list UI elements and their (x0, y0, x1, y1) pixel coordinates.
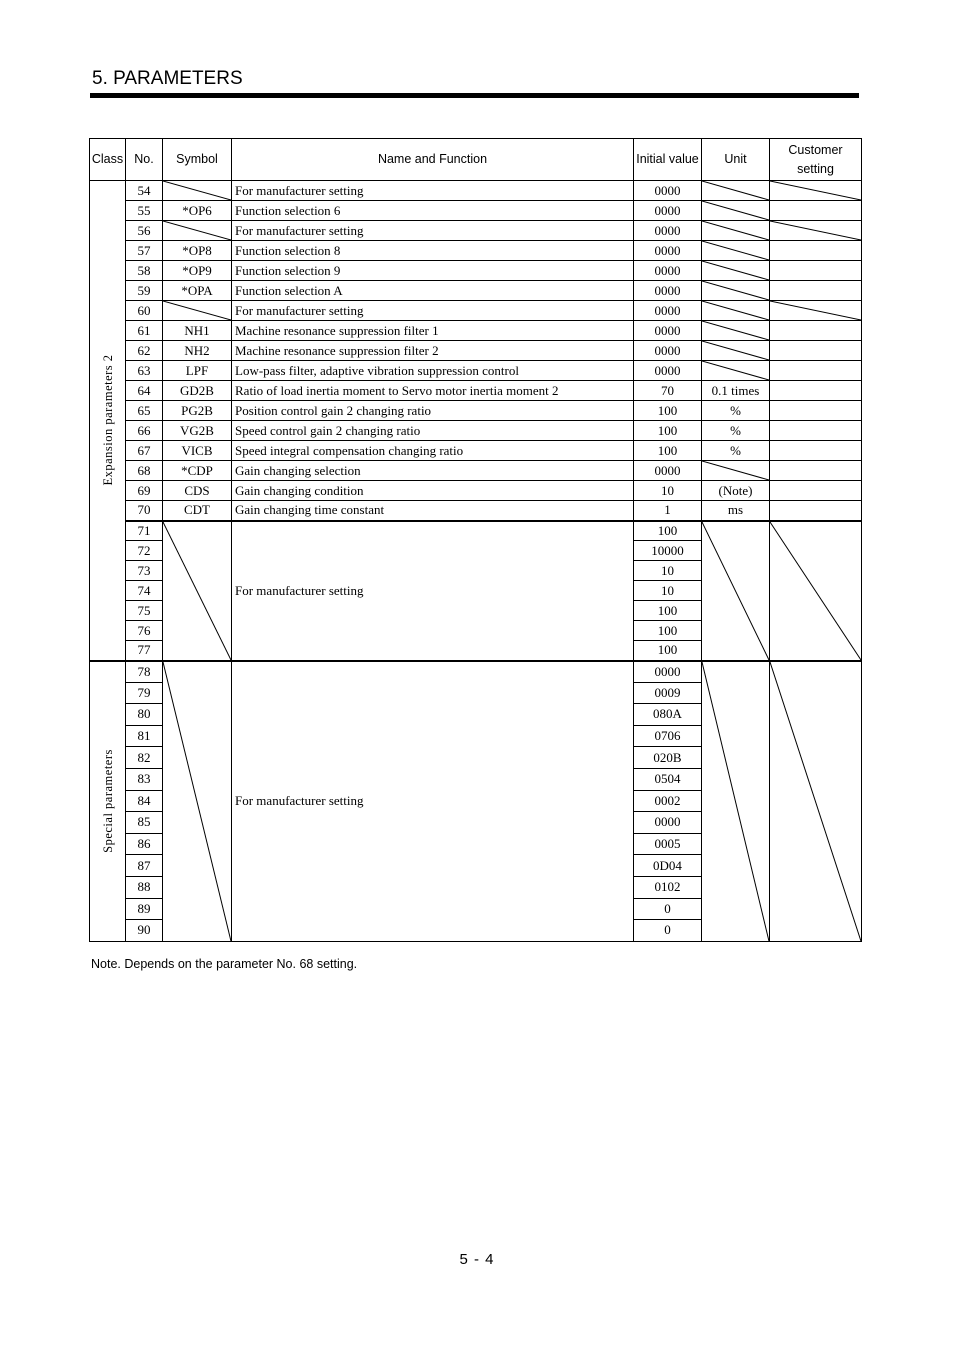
param-no: 74 (126, 581, 163, 601)
slash-line (702, 301, 769, 320)
param-name: For manufacturer setting (232, 221, 634, 241)
slash-line (702, 181, 769, 200)
customer-setting (770, 421, 862, 441)
param-name: Function selection 6 (232, 201, 634, 221)
initial-value: 10000 (634, 541, 702, 561)
param-name: Speed control gain 2 changing ratio (232, 421, 634, 441)
unit-slash (702, 221, 770, 241)
slash-line (702, 281, 769, 300)
param-no: 68 (126, 461, 163, 481)
initial-value: 0002 (634, 790, 702, 812)
header-no: No. (126, 139, 163, 181)
table-row (90, 401, 862, 421)
slash-line (702, 241, 769, 260)
table-header-row (90, 139, 862, 181)
param-no: 61 (126, 321, 163, 341)
param-name: For manufacturer setting (232, 301, 634, 321)
slash-line (770, 221, 861, 240)
param-no: 84 (126, 790, 163, 812)
param-symbol: CDT (163, 501, 232, 521)
param-no: 72 (126, 541, 163, 561)
table-row (90, 421, 862, 441)
table-row (90, 341, 862, 361)
initial-value: 0102 (634, 876, 702, 898)
unit-slash (702, 261, 770, 281)
customer-setting (770, 481, 862, 501)
initial-value: 10 (634, 481, 702, 501)
initial-value: 0000 (634, 361, 702, 381)
param-symbol: PG2B (163, 401, 232, 421)
param-unit: % (702, 441, 770, 461)
customer-slash (770, 181, 862, 201)
param-no: 73 (126, 561, 163, 581)
header-class: Class (90, 139, 126, 181)
param-no: 62 (126, 341, 163, 361)
param-no: 65 (126, 401, 163, 421)
param-symbol: LPF (163, 361, 232, 381)
initial-value: 0009 (634, 682, 702, 704)
initial-value: 100 (634, 641, 702, 661)
param-name: For manufacturer setting (232, 181, 634, 201)
slash-line (702, 321, 769, 340)
param-no: 64 (126, 381, 163, 401)
slash-line (702, 341, 769, 360)
unit-slash-group-a (702, 521, 770, 661)
param-name: Gain changing selection (232, 461, 634, 481)
initial-value: 0000 (634, 261, 702, 281)
customer-slash (770, 301, 862, 321)
param-symbol: *OP6 (163, 201, 232, 221)
customer-setting (770, 461, 862, 481)
param-name: Machine resonance suppression filter 1 (232, 321, 634, 341)
slash-line (702, 522, 769, 660)
customer-setting (770, 261, 862, 281)
param-symbol: *OPA (163, 281, 232, 301)
initial-value: 100 (634, 521, 702, 541)
customer-slash-group-a (770, 521, 862, 661)
param-name: Function selection 8 (232, 241, 634, 261)
param-no: 67 (126, 441, 163, 461)
symbol-slash-group-b (163, 661, 232, 942)
unit-slash (702, 321, 770, 341)
class-cell-special (90, 661, 126, 942)
slash-line (770, 522, 861, 660)
customer-setting (770, 201, 862, 221)
slash-line (163, 221, 231, 240)
param-symbol: NH1 (163, 321, 232, 341)
param-no: 66 (126, 421, 163, 441)
param-unit: % (702, 421, 770, 441)
param-symbol: *CDP (163, 461, 232, 481)
table-note: Note. Depends on the parameter No. 68 setting. (91, 957, 358, 971)
initial-value: 0000 (634, 181, 702, 201)
initial-value: 0005 (634, 833, 702, 855)
param-unit: ms (702, 501, 770, 521)
header-name: Name and Function (232, 139, 634, 181)
slash-line (163, 301, 231, 320)
param-name: Gain changing condition (232, 481, 634, 501)
slash-line (163, 522, 231, 660)
initial-value: 0D04 (634, 855, 702, 877)
param-unit: 0.1 times (702, 381, 770, 401)
param-name: Function selection A (232, 281, 634, 301)
param-symbol: CDS (163, 481, 232, 501)
unit-slash (702, 361, 770, 381)
table-row (90, 361, 862, 381)
table-row (90, 281, 862, 301)
initial-value: 10 (634, 581, 702, 601)
param-no: 88 (126, 876, 163, 898)
table-row (90, 241, 862, 261)
param-no: 82 (126, 747, 163, 769)
param-name-group-a: For manufacturer setting (232, 521, 634, 661)
table-row (90, 381, 862, 401)
param-no: 59 (126, 281, 163, 301)
param-unit: (Note) (702, 481, 770, 501)
header-customer-setting: Customer setting (770, 139, 862, 181)
param-no: 80 (126, 704, 163, 726)
initial-value: 0000 (634, 461, 702, 481)
unit-slash (702, 241, 770, 261)
initial-value: 0000 (634, 201, 702, 221)
param-name: Low-pass filter, adaptive vibration suppression control (232, 361, 634, 381)
slash-line (702, 461, 769, 480)
initial-value: 0000 (634, 241, 702, 261)
param-symbol: *OP9 (163, 261, 232, 281)
table-row (90, 321, 862, 341)
param-symbol: GD2B (163, 381, 232, 401)
slash-line (702, 361, 769, 380)
param-symbol: NH2 (163, 341, 232, 361)
param-no: 85 (126, 812, 163, 834)
initial-value: 080A (634, 704, 702, 726)
param-no: 63 (126, 361, 163, 381)
slash-line (163, 181, 231, 200)
table-row (90, 521, 862, 541)
param-name: Speed integral compensation changing ratio (232, 441, 634, 461)
initial-value: 020B (634, 747, 702, 769)
param-no: 55 (126, 201, 163, 221)
initial-value: 0000 (634, 301, 702, 321)
param-no: 70 (126, 501, 163, 521)
unit-slash (702, 341, 770, 361)
param-no: 57 (126, 241, 163, 261)
table-row (90, 461, 862, 481)
param-no: 60 (126, 301, 163, 321)
header-initial-value: Initial value (634, 139, 702, 181)
customer-setting (770, 441, 862, 461)
param-no: 86 (126, 833, 163, 855)
initial-value: 70 (634, 381, 702, 401)
param-no: 75 (126, 601, 163, 621)
unit-slash-group-b (702, 661, 770, 942)
symbol-slash (163, 181, 232, 201)
customer-setting (770, 341, 862, 361)
initial-value: 0 (634, 898, 702, 920)
section-title: 5. PARAMETERS (92, 68, 243, 89)
table-row (90, 261, 862, 281)
section-rule (90, 93, 859, 98)
initial-value: 100 (634, 421, 702, 441)
param-no: 56 (126, 221, 163, 241)
table-row (90, 661, 862, 683)
param-name: Machine resonance suppression filter 2 (232, 341, 634, 361)
initial-value: 100 (634, 621, 702, 641)
table-body (90, 181, 862, 942)
unit-slash (702, 181, 770, 201)
table-row (90, 501, 862, 521)
param-no: 77 (126, 641, 163, 661)
slash-line (163, 662, 231, 941)
param-no: 79 (126, 682, 163, 704)
param-symbol: VICB (163, 441, 232, 461)
param-name: Position control gain 2 changing ratio (232, 401, 634, 421)
param-name: Ratio of load inertia moment to Servo motor inertia moment 2 (232, 381, 634, 401)
initial-value: 1 (634, 501, 702, 521)
initial-value: 0 (634, 920, 702, 942)
initial-value: 0706 (634, 725, 702, 747)
unit-slash (702, 281, 770, 301)
param-no: 71 (126, 521, 163, 541)
customer-setting (770, 361, 862, 381)
table-row (90, 181, 862, 201)
initial-value: 10 (634, 561, 702, 581)
customer-setting (770, 241, 862, 261)
customer-slash (770, 221, 862, 241)
parameter-table (89, 138, 862, 942)
slash-line (702, 201, 769, 220)
class-cell-expansion (90, 181, 126, 661)
initial-value: 0000 (634, 661, 702, 683)
page-number: 5 - 4 (459, 1251, 495, 1268)
class-label-expansion: Expansion parameters 2 (100, 354, 115, 486)
slash-line (702, 662, 769, 941)
initial-value: 0000 (634, 281, 702, 301)
slash-line (770, 662, 861, 941)
customer-setting (770, 501, 862, 521)
table-row (90, 481, 862, 501)
header-unit: Unit (702, 139, 770, 181)
param-no: 87 (126, 855, 163, 877)
param-symbol: *OP8 (163, 241, 232, 261)
param-no: 78 (126, 661, 163, 683)
param-no: 58 (126, 261, 163, 281)
param-no: 89 (126, 898, 163, 920)
symbol-slash-group-a (163, 521, 232, 661)
param-unit: % (702, 401, 770, 421)
initial-value: 0000 (634, 341, 702, 361)
param-symbol: VG2B (163, 421, 232, 441)
unit-slash (702, 201, 770, 221)
initial-value: 0000 (634, 812, 702, 834)
customer-slash-group-b (770, 661, 862, 942)
param-no: 90 (126, 920, 163, 942)
slash-line (770, 181, 861, 200)
initial-value: 0000 (634, 321, 702, 341)
customer-setting (770, 281, 862, 301)
customer-setting (770, 381, 862, 401)
initial-value: 100 (634, 601, 702, 621)
table-row (90, 301, 862, 321)
param-no: 83 (126, 768, 163, 790)
param-no: 81 (126, 725, 163, 747)
param-no: 76 (126, 621, 163, 641)
param-name: Function selection 9 (232, 261, 634, 281)
header-symbol: Symbol (163, 139, 232, 181)
initial-value: 0504 (634, 768, 702, 790)
param-name-group-b: For manufacturer setting (232, 661, 634, 942)
table-row (90, 201, 862, 221)
initial-value: 0000 (634, 221, 702, 241)
symbol-slash (163, 221, 232, 241)
customer-setting (770, 401, 862, 421)
slash-line (702, 221, 769, 240)
slash-line (770, 301, 861, 320)
initial-value: 100 (634, 441, 702, 461)
param-name: Gain changing time constant (232, 501, 634, 521)
slash-line (702, 261, 769, 280)
param-no: 69 (126, 481, 163, 501)
customer-setting (770, 321, 862, 341)
table-row (90, 221, 862, 241)
initial-value: 100 (634, 401, 702, 421)
unit-slash (702, 301, 770, 321)
table-row (90, 441, 862, 461)
param-no: 54 (126, 181, 163, 201)
class-label-special: Special parameters (100, 749, 115, 853)
symbol-slash (163, 301, 232, 321)
unit-slash (702, 461, 770, 481)
